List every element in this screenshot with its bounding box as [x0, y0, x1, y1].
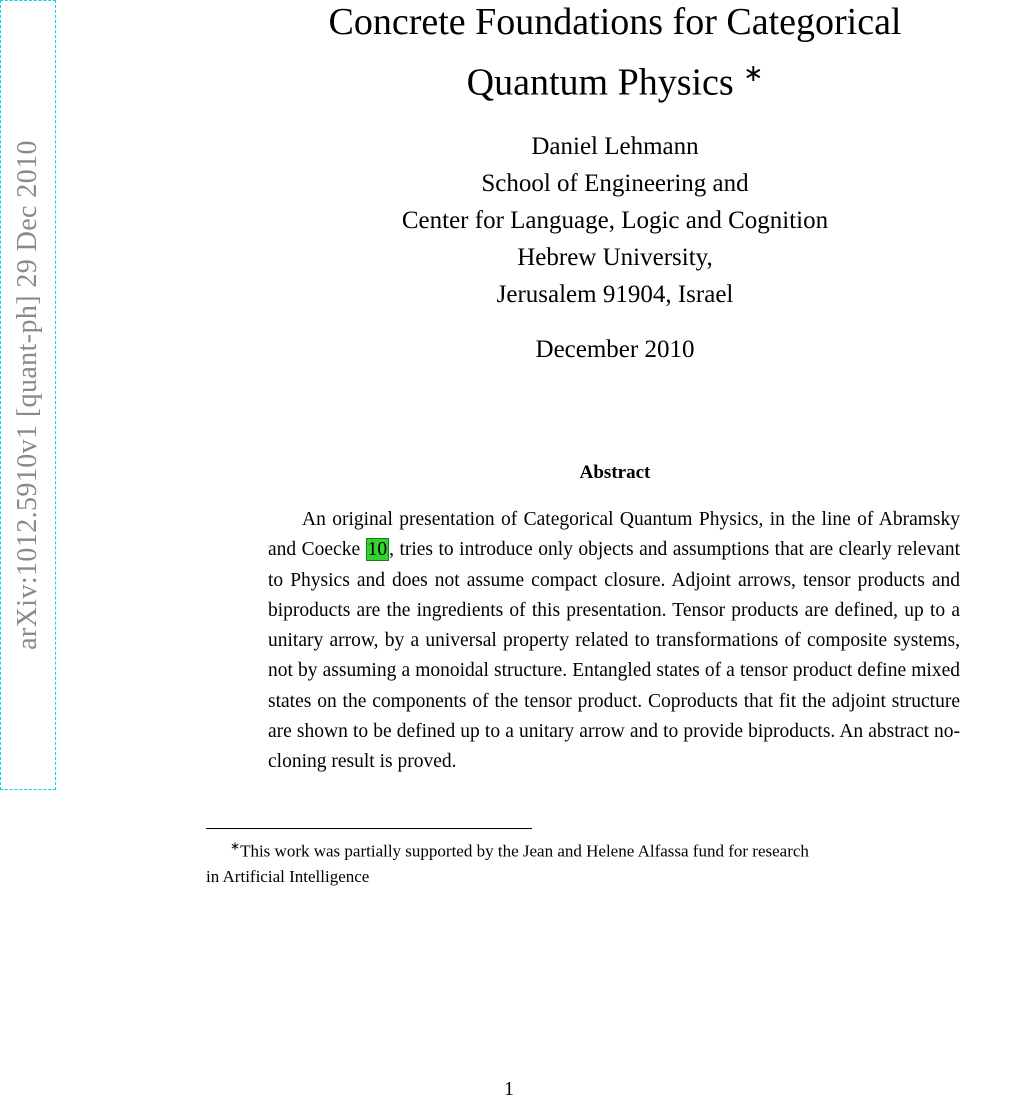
footnote-line-1: This work was partially supported by the Jean and Helene Alfassa fund for research	[240, 841, 809, 861]
arxiv-identifier-text: arXiv:1012.5910v1 [quant-ph] 29 Dec 2010	[12, 140, 43, 650]
affiliation-line-2: Center for Language, Logic and Cognition	[401, 207, 829, 234]
affiliation-line-4: Jerusalem 91904, Israel	[496, 281, 734, 308]
title-footnote-marker: ∗	[743, 61, 764, 87]
footnote-separator-rule	[206, 828, 532, 829]
author-name: Daniel Lehmann	[531, 133, 699, 160]
footnote-indent-spacer	[206, 842, 230, 861]
affiliation-line-1: School of Engineering and	[481, 170, 749, 197]
abstract-heading: Abstract	[579, 462, 651, 483]
publication-date: December 2010	[535, 336, 695, 363]
author-affiliation-block	[210, 128, 1018, 313]
citation-label: 10	[367, 539, 388, 561]
page-number: 1	[504, 1078, 514, 1100]
title-line-2: Quantum Physics	[466, 61, 734, 104]
abstract-text-part-2: , tries to introduce only objects and assumptions that are clearly relevant to Physics and does not assume compact closure. Adjoint arrows, tensor products and biproducts are the ingredients of this presentation. Tensor products are defined, up to a unitary arrow, by a universal property related to transformations of composite systems, not by assuming a monoidal structure. Entangled states of a tensor product define mixed states on the components of the tensor product. Coproducts that fit the adjoint structure are shown to be defined up to a unitary arrow and to provide biproducts. An abstract no-cloning result is proved.	[268, 539, 960, 773]
citation-link-10[interactable]	[366, 538, 390, 561]
abstract-text-part-1: An original presentation of Categorical Quantum Physics, in the line of Abramsky and Coecke	[268, 509, 960, 561]
abstract-text	[268, 505, 960, 778]
title-line-1: Concrete Foundations for Categorical	[328, 1, 902, 43]
footnote-line-2: in Artificial Intelligence	[206, 866, 370, 886]
footnote-marker: ∗	[230, 839, 241, 853]
affiliation-line-3: Hebrew University,	[517, 244, 713, 271]
footnote-text	[206, 834, 1018, 889]
page-title	[210, 0, 1018, 109]
